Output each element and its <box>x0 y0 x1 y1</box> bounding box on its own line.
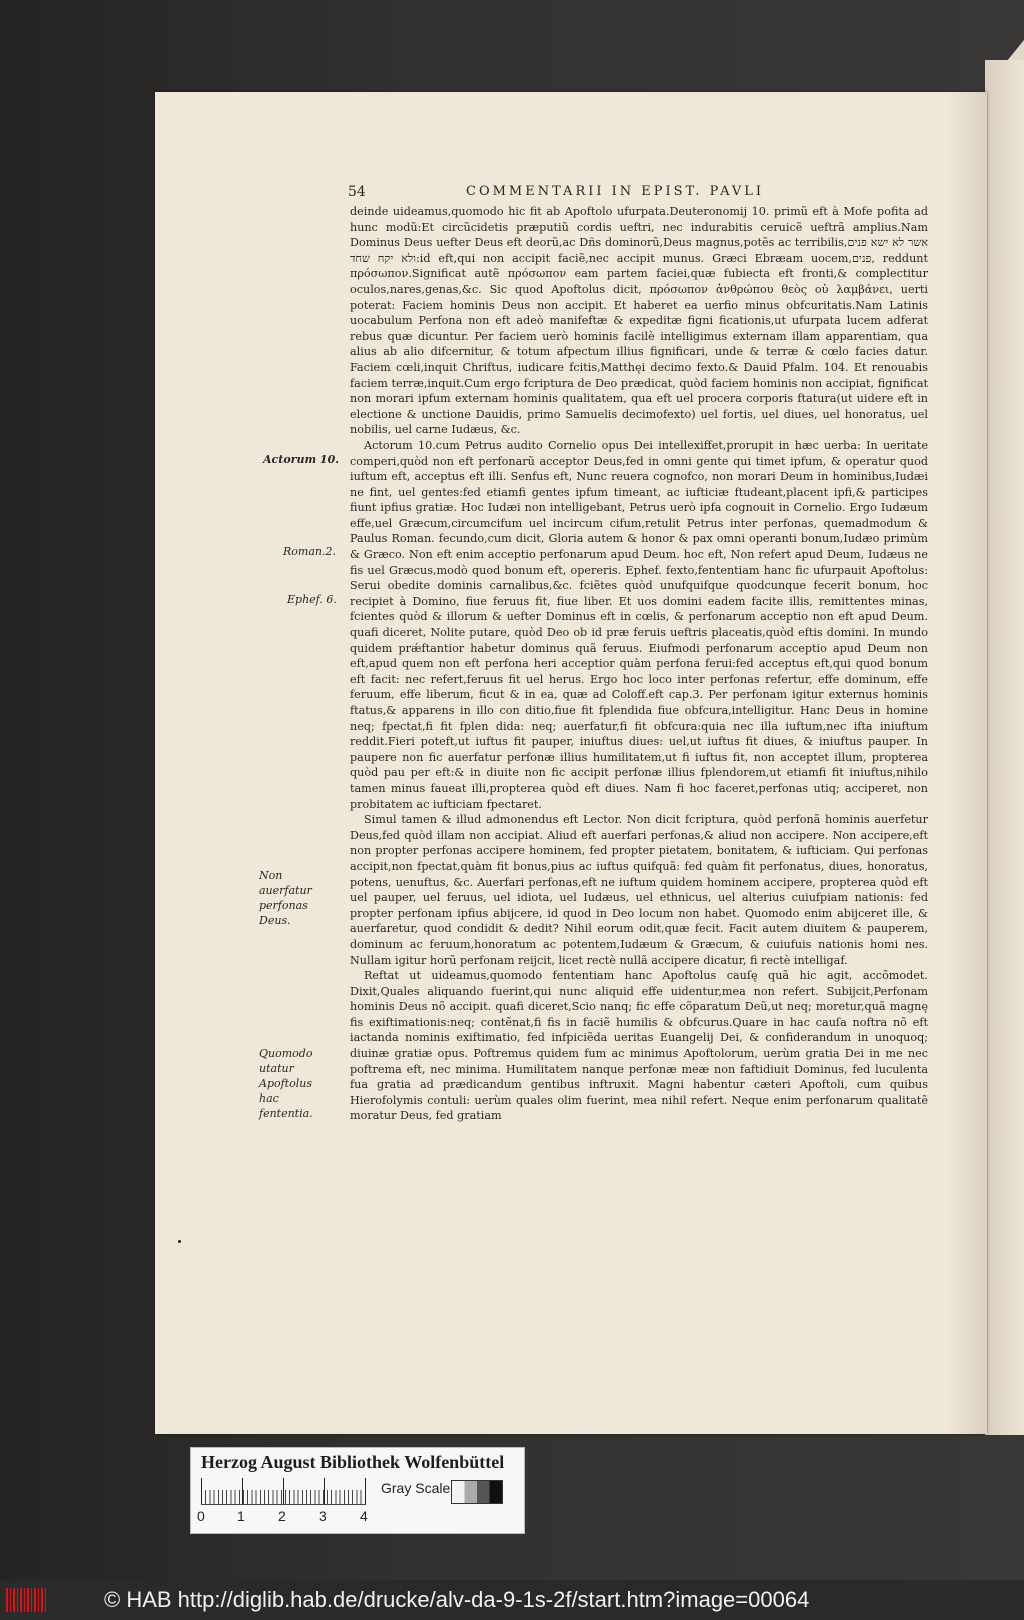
marginal-note: Non auerfatur perfonas Deus. <box>259 869 312 927</box>
source-link[interactable]: © HAB http://diglib.hab.de/drucke/alv-da-9-1s-2f/start.htm?image=00064 <box>104 1587 810 1612</box>
facing-page-edge <box>985 60 1024 1435</box>
paragraph: Reftat ut uideamus,quomodo fententiam hanc Apoftolus cauſę quã hic agit, accõmodet. Dixit,Quales aliquando fuerint,qui nunc aliquid effe uidentur,mea non refert. Subijcit,Perfonam hominis Deus nõ accipit. quafi diceret,Scio nanq; fic effe cõparatum Deũ,ut neq; moretur,quã magnę fis exiftimationis:neq; contẽnat,fi fis in faciẽ humilis & obfcurus.Quare in hac cauſa noftra nõ eft iactanda nominis exiftimatio, fed infpiciẽda ueritas Euangelij Dei, & confiderandum in unoquoq; diuinæ gratiæ opus. Poftremus quidem fum ac minimus Apoftolorum, uerùm gratia Dei in me nec poftrema eft, nec minima. Humilitatem nanque perfonæ meæ non faftidiuit Dominus, fed luculenta fua gratia ad prædicandum gentibus inftruxit. Magni habentur cæteri Apoftoli, cum quibus Hierofolymis contuli: uerùm quales olim fuerint, mea nihil refert. Neque enim perfonarum qualitatẽ moratur Deus, fed gratiam <box>350 969 928 1123</box>
gray-scale-swatch <box>451 1480 503 1504</box>
paragraph: deinde uideamus,quomodo hic fit ab Apoftolo ufurpata.Deuteronomij 10. primũ eft à Mofe pofita ad hunc modũ:Et circũcidetis præputiũ cordis ueftri, nec indurabitis ceruicẽ ueftrã amplius.Nam Dominus Deus uefter Deus eft deorũ,ac Dñs dominorũ,Deus magnus,potẽs ac terribilis,אשר לא ישא פנים ולא יקח שחד:id eft,qui non accipit faciẽ,nec accipit munus. Græci Ebræam uocem,פנים, reddunt πρόσωπον.Significat autẽ πρόσωπον eam partem faciei,quæ fubiecta eft fronti,& complectitur oculos,nares,genas,&c. Sic quod Apoftolus dicit, πρόσωπον ἀνθρώπου θεὸς οὐ λαμβάνει, uerti poterat: Faciem hominis Deus non accipit. Et haberet ea uerfio minus obfcuritatis.Nam Latinis uocabulum Perfona non eft adeò manifeftæ & expeditæ figni ficationis,ut ufurpata lucem adferat rebus quæ dicuntur. Per faciem uerò hominis facilè intelligimus externam illam apparentiam, qua alius ab alio difcernitur, & totum afpectum illius fignificari, unde & terræ & cœlo facies datur. Faciem cœli,inquit Chriftus, iudicare fcitis,Matthęi decimo fexto.& Dauid Pfalm. 104. Et renouabis faciem terræ,inquit.Cum ergo fcriptura de Deo prædicat, quòd faciem hominis non accipiat, fignificat non morari ipfum externam hominis qualitatem, qua eft uel procera corporis ftatura(ut uidere eft in electione & unctione Dauidis, primo Samuelis decimofexto) uel fortis, uel diues, uel honoratus, uel nobilis, uel carne Iudæus, &c. <box>350 205 928 437</box>
paragraph: Simul tamen & illud admonendus eft Lector. Non dicit fcriptura, quòd perfonã hominis auerfetur Deus,fed quòd illam non accipiat. Aliud eft auerfari perfonas,& aliud non accipere. Non accipere,eft non propter perfonas accipere hominem, fed propter pietatem, bonitatem, & iufticiam. Qui perfonas accipit,non fpectat,quàm fit bonus,pius ac iuftus quifquã: fed quàm fit perfonatus, diues, honoratus, potens, uenuftus, &c. Auerfari perfonas,eft ne iuftum quidem hominem accipere, propterea quòd eft uel pauper, uel feruus, uel idiota, uel Iudæus, uel ethnicus, uel alterius cuiufpiam nationis: fed propter perfonam ipfius abijcere, id quod in Deo locum non habet. Quomodo enim abijceret ille, & auerfaretur, quod condidit & dedit? Nihil eorum odit,quæ fecit. Facit autem diuitem & pauperem, dominum ac feruum,honoratum ac potentem,Iudæum & Græcum, & cuiufuis nationis homi nes. Nullam igitur horũ perfonam reijcit, licet rectè nullã accipere dicatur, fi rectè intelligaf. <box>350 813 928 967</box>
ruler-number: 0 <box>197 1508 205 1524</box>
gray-scale-label: Gray Scale <box>381 1480 451 1496</box>
ruler-number: 3 <box>319 1508 327 1524</box>
running-title: COMMENTARII IN EPIST. PAVLI <box>466 184 765 199</box>
marginal-note: Quomodo utatur Apoftolus hac fententia. <box>259 1047 313 1120</box>
ruler-number: 1 <box>237 1508 245 1524</box>
ink-spot <box>178 1240 181 1243</box>
library-name: Herzog August Bibliothek Wolfenbüttel <box>201 1452 505 1472</box>
ruler-number: 4 <box>360 1508 368 1524</box>
main-text <box>350 204 928 1124</box>
marginal-note: Roman.2. <box>283 545 336 558</box>
book-page <box>155 92 987 1434</box>
ruler <box>201 1478 366 1505</box>
marginal-note: Ephef. 6. <box>287 593 337 606</box>
hab-logo-icon <box>6 1588 46 1612</box>
ruler-number: 2 <box>278 1508 286 1524</box>
library-scale-label <box>190 1447 525 1534</box>
paragraph: Actorum 10.cum Petrus audito Cornelio opus Dei intellexiffet,prorupit in hæc uerba: In ueritate comperi,quòd non eft perfonarũ acceptor Deus,fed in omni gente qui timet ipfum, & operatur quod iuftum eft, acceptus eft illi. Senfus eft, Nunc reuera cognofco, non morari Deum in hominibus,Iudæi ne fint, uel gentes:fed etiamfi gentes ipfum timeant, ac iufticiæ ftudeant,placent ipfi,& participes fiunt ipfius gratiæ. Hoc Iudæi non intelligebant, Petrus uerò ipfa cognouit in Cornelio. Ergo Iudæum effe,uel Græcum,circumcifum uel incircum cifum,retulit Petrus inter perfonas, quemadmodum & Paulus Roman. fecundo,cum dicit, Gloria autem & honor & pax omni operanti bonum,Iudæo primùm & Græco. Non eft enim acceptio perfonarum apud Deum. hoc eft, Non refert apud Deum, Iudæus ne fis uel Græcus,modò quod bonum eft, opereris. Ephef. fexto,fententiam hanc fic ufurpauit Apoftolus: Serui obedite dominis carnalibus,&c. fciẽtes quòd unufquifque quodcunque fecerit bonum, hoc recipiet à Domino, fiue feruus fit, fiue liber. Et uos domini eadem facite illis, remittentes minas, fcientes quòd & illorum & uefter Dominus eft in cœlis, & perfonarum acceptio non eft apud Deum. quafi diceret, Nolite putare, quòd Deo ob id præ feruis ueftris placeatis,quòd eftis domini. In mundo quidem prǽftantior habetur dominus quã feruus. Eiufmodi perfonarum acceptio apud Deum non eft,apud quem non eft perfona heri acceptior quàm perfona ferui:fed acceptus eft,qui quod bonum eft facit: nec refert,feruus fit uel herus. Ergo hoc loco inter perfonas refertur, effe dominum, effe feruum, effe liberum, ficut & in ea, quæ ad Coloff.eft cap.3. Per perfonam igitur externus hominis ftatus,& apparens in illo con ditio,fiue fit fplendida fiue obfcura,intelligitur. Hanc Deus in homine neq; fpectat,fi fit fplen dida: neq; auerfatur,fi fit obfcura:quia nec illa iuftum,nec ifta iniuftum reddit.Fieri poteft,ut iuftus fit pauper, iniuftus diues: uel,ut iuftus fit diues, & iniuftus pauper. In paupere non fic auerfatur perfonæ illius humilitatem,ut fi iuftus fit, non acceptet illum, propterea quòd pau per eft:& in diuite non fic accipit perfonæ illius fplendorem,ut etiamfi fit iniuftus,nihilo tamen minus faueat illi,propterea quòd eft diues. Nam fi hoc faceret,perfonas utiq; acciperet, non probitatem ac iufticiam fpectaret. <box>350 438 928 811</box>
marginal-note: Actorum 10. <box>263 453 340 466</box>
footer-bar <box>0 1580 1024 1620</box>
page-number: 54 <box>348 184 366 200</box>
